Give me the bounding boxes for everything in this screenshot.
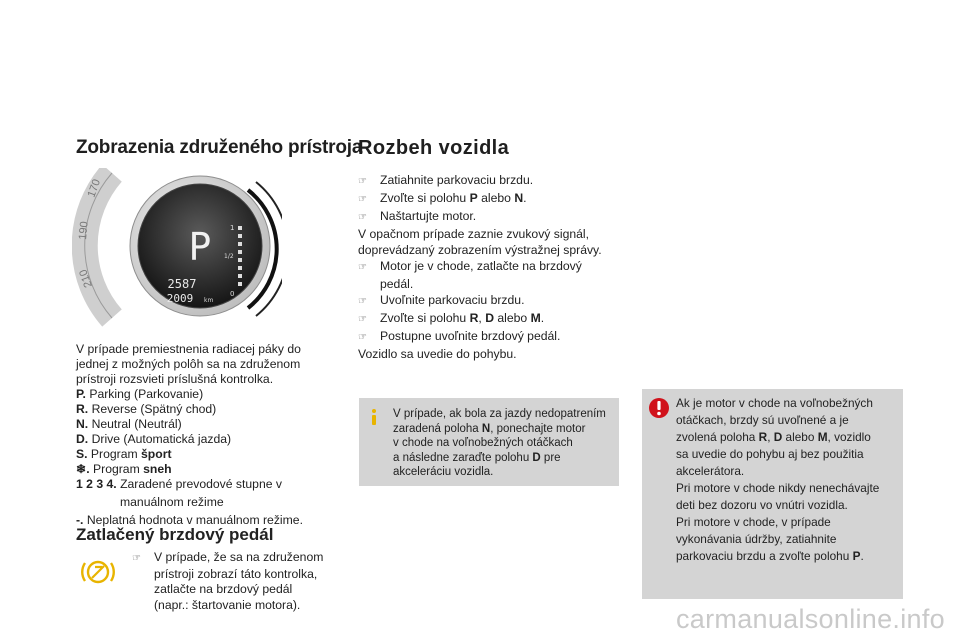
info-icon bbox=[365, 408, 383, 426]
gear-item-p: P. Parking (Parkovanie) bbox=[76, 387, 204, 401]
step: ☞ Zatiahnite parkovaciu brzdu. bbox=[358, 172, 638, 190]
gear-item-d: D. Drive (Automatická jazda) bbox=[76, 432, 232, 446]
step: ☞ Naštartujte motor. bbox=[358, 208, 638, 226]
warning-line: Ak je motor v chode na voľnobežných bbox=[676, 396, 873, 410]
gear-item-s: S. Program šport bbox=[76, 447, 172, 461]
exclamation-icon bbox=[648, 397, 670, 419]
gear-item-snow: ❄. Program sneh bbox=[76, 462, 172, 476]
warning-line: Pri motore v chode nikdy nenechávajte bbox=[676, 481, 880, 495]
step: ☞ Uvoľnite parkovaciu brzdu. bbox=[358, 292, 638, 310]
info-line: a následne zaraďte polohu D pre bbox=[393, 451, 561, 464]
info-box bbox=[359, 398, 619, 486]
section-title-brake: Zatlačený brzdový pedál bbox=[76, 525, 274, 544]
warning-line: otáčkach, brzdy sú uvoľnené a je bbox=[676, 413, 849, 427]
intro-line: jednej z možných polôh sa na združenom bbox=[76, 357, 301, 371]
step: ☞ Zvoľte si polohu R, D alebo M. bbox=[358, 310, 638, 328]
pointing-finger-icon: ☞ bbox=[132, 553, 141, 564]
warning-line: zvolená poloha R, D alebo M, vozidlo bbox=[676, 430, 871, 444]
info-text bbox=[393, 407, 606, 480]
warning-line: Pri motore v chode, v prípade bbox=[676, 515, 831, 529]
step: ☞ Zvoľte si polohu P alebo N. bbox=[358, 190, 638, 208]
info-line: v chode na voľnobežných otáčkach bbox=[393, 437, 573, 449]
paragraph-line: Vozidlo sa uvedie do pohybu. bbox=[358, 347, 517, 361]
warning-box bbox=[642, 389, 903, 599]
pointing-finger-icon: ☞ bbox=[358, 176, 367, 187]
instrument-cluster-illustration bbox=[72, 168, 282, 328]
paragraph-line: V opačnom prípade zaznie zvukový signál, bbox=[358, 227, 590, 241]
trip-unit: km bbox=[204, 297, 214, 304]
brake-pedal-icon bbox=[80, 555, 116, 589]
step: ☞ Motor je v chode, zatlačte na brzdový bbox=[358, 258, 638, 276]
gear-item-n: N. Neutral (Neutrál) bbox=[76, 417, 182, 431]
info-line: V prípade, ak bola za jazdy nedopatrením bbox=[393, 408, 606, 420]
gear-indicator-description bbox=[76, 342, 336, 528]
pointing-finger-icon: ☞ bbox=[358, 262, 367, 273]
pointing-finger-icon: ☞ bbox=[358, 332, 367, 343]
bar-label-full: 1 bbox=[230, 224, 235, 232]
warning-line: parkovaciu brzdu a zvoľte polohu P. bbox=[676, 549, 864, 563]
warning-text bbox=[676, 395, 879, 565]
brake-line: zatlačte na brzdový pedál bbox=[154, 582, 293, 596]
gear-item-manual: 1 2 3 4. Zaradené prevodové stupne v bbox=[76, 477, 282, 491]
warning-line: akcelerátora. bbox=[676, 464, 745, 478]
watermark-link[interactable]: carmanualsonline.info bbox=[676, 604, 945, 634]
info-line: zaradená poloha N, ponechajte motor bbox=[393, 422, 586, 435]
brake-line: prístroji zobrazí táto kontrolka, bbox=[154, 566, 318, 581]
gear-indicator: P bbox=[188, 225, 212, 269]
intro-line: prístroji rozsvieti príslušná kontrolka. bbox=[76, 372, 274, 386]
section-title-start: Rozbeh vozidla bbox=[358, 137, 510, 159]
gear-item-dash: -. Neplatná hodnota v manuálnom režime. bbox=[76, 513, 303, 527]
pointing-finger-icon: ☞ bbox=[358, 314, 367, 325]
speed-tick-210: 210 bbox=[77, 267, 95, 290]
gear-item-r: R. Reverse (Spätný chod) bbox=[76, 402, 217, 416]
bar-label-half: 1/2 bbox=[224, 253, 234, 260]
brake-instructions bbox=[132, 550, 342, 613]
step: ☞ Postupne uvoľnite brzdový pedál. bbox=[358, 328, 638, 346]
brake-line: (napr.: štartovanie motora). bbox=[154, 597, 301, 612]
speed-tick-190: 190 bbox=[77, 220, 91, 241]
brake-line: ☞ V prípade, že sa na združenom bbox=[132, 550, 342, 567]
intro-line: V prípade premiestnenia radiacej páky do bbox=[76, 342, 301, 356]
pointing-finger-icon: ☞ bbox=[358, 212, 367, 223]
trip-value: 2009 bbox=[166, 292, 194, 305]
info-line: akceleráciu vozidla. bbox=[393, 466, 494, 478]
step-continued: pedál. bbox=[380, 277, 414, 291]
warning-line: sa uvedie do pohybu aj bez použitia bbox=[676, 447, 864, 461]
manual-line: manuálnom režime bbox=[120, 495, 224, 509]
warning-line: deti bez dozoru vo vnútri vozidla. bbox=[676, 498, 848, 512]
start-procedure bbox=[358, 172, 638, 362]
pointing-finger-icon: ☞ bbox=[358, 296, 367, 307]
odometer-value: 2587 bbox=[167, 277, 197, 291]
section-title-instrument: Zobrazenia združeného prístroja bbox=[76, 137, 363, 158]
paragraph-line: doprevádzaný zobrazením výstražnej správy. bbox=[358, 243, 602, 257]
warning-line: vykonávania údržby, zatiahnite bbox=[676, 532, 837, 546]
pointing-finger-icon: ☞ bbox=[358, 194, 367, 205]
bar-label-empty: 0 bbox=[230, 290, 235, 298]
speed-tick-170: 170 bbox=[85, 177, 104, 200]
